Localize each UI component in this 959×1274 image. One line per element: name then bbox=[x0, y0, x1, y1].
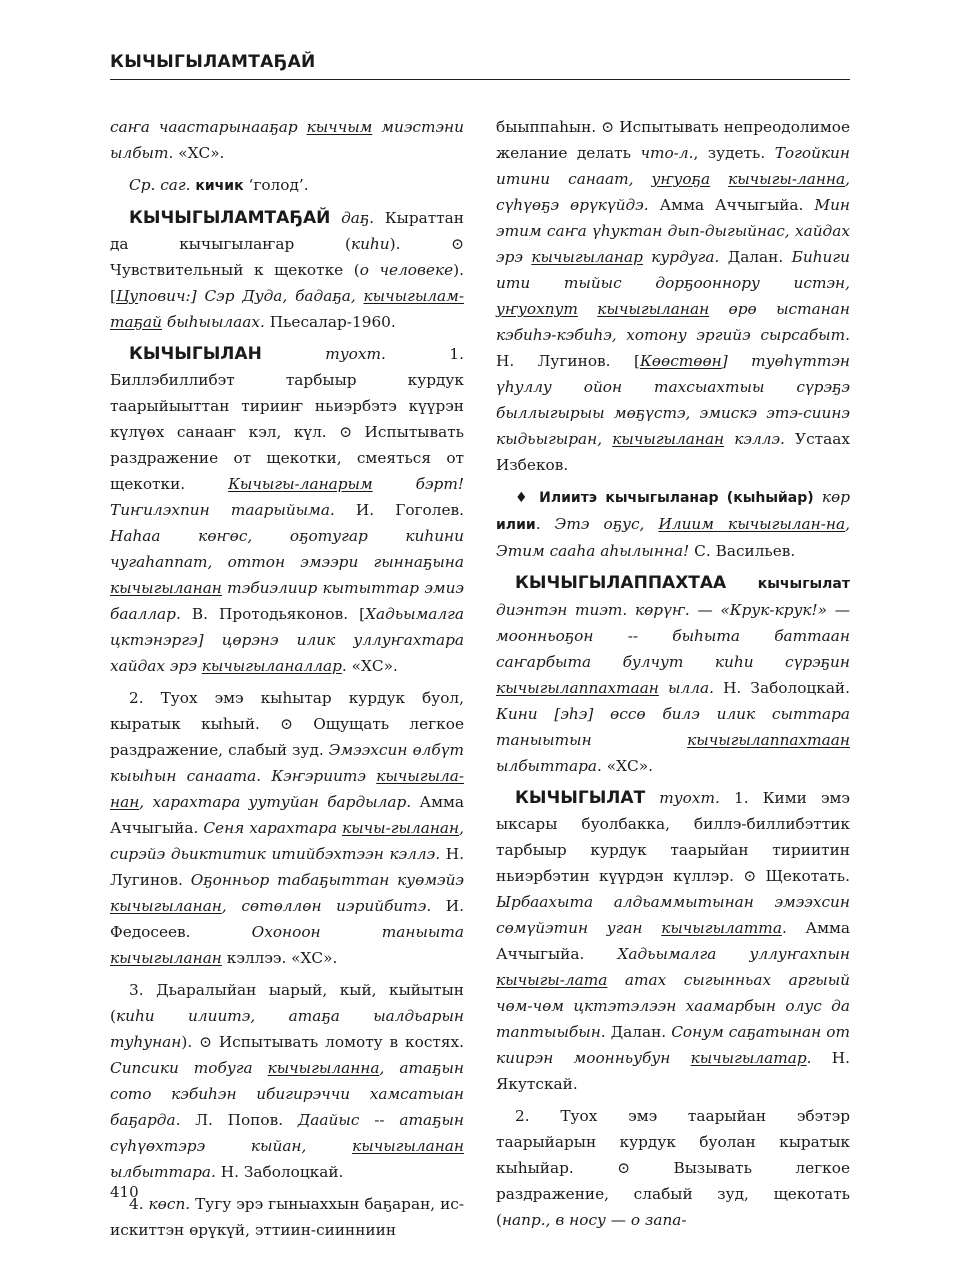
text-run: Наһаа көҥөс, оҕотугар киһини чугаһаппат, оттон эмээри гыннаҕына bbox=[110, 527, 464, 571]
dictionary-paragraph bbox=[110, 172, 464, 199]
dictionary-paragraph bbox=[110, 1191, 464, 1243]
running-head: КЫЧЫГЫЛАМТАҔАЙ bbox=[110, 52, 316, 72]
text-run: Н. Лугинов. bbox=[110, 845, 464, 889]
text-run: напр., в носу — о запа- bbox=[501, 1211, 687, 1229]
example-word: кычыгы-лата bbox=[496, 971, 608, 989]
text-run bbox=[726, 574, 758, 592]
text-run: Далан. bbox=[605, 1023, 672, 1041]
dictionary-paragraph bbox=[496, 785, 850, 1097]
example-word: кычыгыланан bbox=[612, 430, 725, 448]
header-rule bbox=[110, 79, 850, 80]
text-run bbox=[578, 300, 597, 318]
text-run: атах сыгынньах аргыый чөм-чөм цктэтэлээн хаамарбын олус да таптыыбын. bbox=[496, 971, 850, 1041]
text-run: миэстэни ылбыт. bbox=[110, 118, 464, 162]
text-run: Сэр Дуда, бадаҕа, bbox=[204, 287, 364, 305]
text-run: Тогойкин итини санаат, bbox=[496, 144, 850, 188]
text-run: . bbox=[535, 515, 555, 533]
text-run: Л. Попов. bbox=[180, 1111, 298, 1129]
text-run: Кини [эһэ] өссө билэ илик сыттара таныытын bbox=[496, 705, 850, 749]
text-run bbox=[710, 170, 728, 188]
text-run: 1. Кими эмэ ыксары буолбакка, биллэ-биллибэттик тарбыыр курдук таарыйан тириитин ньиэрбэтин күүрдэн күллэр. ⊙ Щекотать. bbox=[496, 789, 850, 885]
text-run: 1. Биллэбиллибэт тарбыыр курдук таарыйыыттан тирииҥ ньиэрбэтэ күүрэн күлүөх санааҥ кэл, күл. ⊙ Испытывать раздражение от щекотки, смеяться от щекотки. bbox=[110, 345, 464, 493]
text-run: Биһиги ити тыйыс дорҕооннору истэн, bbox=[496, 248, 850, 292]
example-word: кычыгылатта bbox=[661, 919, 782, 937]
text-run: , атаҕын сото кэбиһэн ибигирэччи хамсатыан баҕарда. bbox=[110, 1059, 464, 1129]
text-run: . bbox=[806, 1049, 812, 1067]
text-run: Амма Аччыгыйа. bbox=[496, 919, 850, 963]
text-run: Н. Заболоцкай. bbox=[713, 679, 850, 697]
dictionary-paragraph bbox=[110, 205, 464, 335]
text-run: , сүһүөҕэ өрүкүйдэ. bbox=[496, 170, 850, 214]
text-run: ‘голод’. bbox=[243, 176, 309, 194]
text-run: С. Васильев. bbox=[689, 542, 796, 560]
example-word: кычыгыланаллар bbox=[201, 657, 342, 675]
example-word: кычыгы-ланна bbox=[728, 170, 846, 188]
example-word: Көөстөөн bbox=[639, 352, 722, 370]
dictionary-paragraph bbox=[110, 341, 464, 679]
text-run: саҥа чааcтарынааҕар bbox=[110, 118, 307, 136]
text-run: пович:] bbox=[138, 287, 205, 305]
text-run: бэрт! Тиҥилэхпин таарыйыма. bbox=[110, 475, 464, 519]
text-run: Эмээхсин өлбүт кыыһын санаата. Кэҥэриитэ bbox=[110, 741, 464, 785]
text-run: быһыылаах. bbox=[162, 313, 265, 331]
example-word: кычыгыланар bbox=[531, 248, 643, 266]
dictionary-paragraph bbox=[110, 977, 464, 1185]
text-run: ылбыттара. bbox=[110, 1163, 216, 1181]
text-run: Ырбаахыта алдьаммытынан эмээхсин сөмүйэтин уган bbox=[496, 893, 850, 937]
text-run: о человеке bbox=[359, 261, 454, 279]
text-run: өрө ыстанан кэбиһэ-кэбиһэ, хотону эргийэ сырсабыт. bbox=[496, 300, 850, 344]
example-word: кыччым bbox=[306, 118, 373, 136]
bold-term: кычыгылат bbox=[757, 576, 850, 592]
text-run: Ср. саг. bbox=[129, 176, 196, 194]
text-run: , Этим сааһа аһылынна! bbox=[496, 515, 850, 560]
headword: КЫЧЫГЫЛАТ bbox=[515, 788, 646, 808]
text-run: Крук-крук!» — моонньоҕон -- быһыта баттаан саҥарбыта булчут киһи сүрэҕин bbox=[496, 601, 850, 671]
example-word: уҥуохпут bbox=[496, 300, 578, 318]
text-run: Далан. bbox=[719, 248, 792, 266]
example-word: кычыгыланан bbox=[110, 949, 222, 967]
text-run: Этэ оҕус, bbox=[554, 515, 659, 533]
text-run: «ХС». bbox=[601, 757, 653, 775]
headword: КЫЧЫГЫЛАН bbox=[129, 344, 262, 364]
example-word: кычыгыланна bbox=[267, 1059, 380, 1077]
text-run: Охоноон таныыта bbox=[251, 923, 464, 941]
example-word: кычыгыланан bbox=[110, 579, 222, 597]
text-run: «ХС». bbox=[178, 144, 225, 162]
example-word: кычыгылаппахтаан bbox=[496, 679, 659, 697]
example-word: кычыгыланан bbox=[352, 1137, 464, 1155]
headword: КЫЧЫГЫЛАППАХТАА bbox=[515, 573, 727, 593]
text-run: Кыраттан да кычыгылаҥар ( bbox=[110, 209, 464, 253]
text-run: В. Протодьяконов. [ bbox=[180, 605, 366, 623]
text-run: Сеня харахтара bbox=[203, 819, 343, 837]
text-run: , харахтара уутуйан бардылар. bbox=[139, 793, 412, 811]
text-run: кэллээ. «ХС». bbox=[221, 949, 338, 967]
text-run: Тугу эрэ гыныаххын баҕаран, ис-искиттэн өрүкүй, эттиин-сиинниин bbox=[110, 1195, 464, 1239]
dictionary-paragraph bbox=[110, 114, 464, 166]
example-word: кычыгыланан bbox=[110, 897, 222, 915]
text-run: Н. Якутскай. bbox=[496, 1049, 850, 1093]
text-run: . «ХС». bbox=[341, 657, 398, 675]
text-run: ). [ bbox=[110, 261, 465, 305]
text-run: 4. bbox=[129, 1195, 149, 1213]
text-run: туохт. bbox=[645, 789, 720, 807]
example-word: кычыгылатар bbox=[690, 1049, 807, 1067]
dictionary-paragraph bbox=[496, 1103, 850, 1233]
text-run: Н. Лугинов. [ bbox=[496, 352, 640, 370]
text-run: Хадьымалга уллуҥахпын bbox=[617, 945, 850, 963]
text-run: ). ⊙ Чувствительный к щекотке ( bbox=[110, 235, 464, 279]
example-word: кычы-гыланан bbox=[342, 819, 460, 837]
example-word: кычыгылаппахтаан bbox=[687, 731, 850, 749]
text-run: Устаах Избеков. bbox=[496, 430, 850, 474]
text-run: И. Гоголев. bbox=[334, 501, 464, 519]
dictionary-paragraph bbox=[496, 114, 850, 478]
text-run: , сирэйэ дьиктитик итийбэхтээн кэллэ. bbox=[110, 819, 464, 863]
example-word: уҥуоҕа bbox=[651, 170, 711, 188]
text-run: көр bbox=[813, 488, 850, 506]
text-run: . bbox=[781, 919, 787, 937]
text-run: туохт. bbox=[261, 345, 386, 363]
bold-term: ♦ Илиитэ кычыгыланар (кыһыйар) bbox=[515, 490, 814, 506]
text-run: Амма Аччыгыйа. bbox=[110, 793, 464, 837]
left-column bbox=[110, 114, 464, 1249]
page-number: 410 bbox=[110, 1183, 139, 1201]
example-word: Илиим кычыгылан-на bbox=[658, 515, 846, 533]
text-run: , сөтөллөн иэрийбитэ. bbox=[221, 897, 432, 915]
example-word: кычыгыла-нан bbox=[110, 767, 464, 811]
text-run: Мин этим саҥа үһуктан дып-дыгыйнас, хайдах эрэ bbox=[496, 196, 850, 266]
text-run: тэбиэлиир кытыттар эмиэ бааллар. bbox=[110, 579, 464, 623]
text-run: Оҕонньор табаҕыттан куөмэйэ bbox=[190, 871, 464, 889]
text-run: ылбыттара. bbox=[496, 757, 602, 775]
text-run: кэллэ. bbox=[724, 430, 785, 448]
text-run: даҕ. bbox=[330, 209, 375, 227]
right-column bbox=[496, 114, 850, 1239]
text-run: Сонум саҕатынан от киирэн моонньубун bbox=[496, 1023, 850, 1067]
dictionary-paragraph bbox=[110, 685, 464, 971]
text-run: Хадьымалга цктэнэргэ] цөрэнэ илик уллуҥахтара хайдах эрэ bbox=[110, 605, 464, 675]
text-run: 3. Дьаралыйан ыарый, кый, кыйытын ( bbox=[110, 981, 464, 1025]
text-run: 2. Туох эмэ таарыйан эбэтэр таарыйарын курдук буолан кыратык кыһыйар. ⊙ Вызывать легкое раздражение, слабый зуд, щекотать ( bbox=[496, 1107, 850, 1229]
headword: КЫЧЫГЫЛАМТАҔАЙ bbox=[129, 208, 331, 228]
text-run: что-л. bbox=[640, 144, 694, 162]
text-run: И. Федосеев. bbox=[110, 897, 464, 941]
text-run: Пьесалар-1960. bbox=[264, 313, 396, 331]
text-run: Амма Аччыгыйа. bbox=[648, 196, 815, 214]
text-run: ). ⊙ Испытывать ломоту в костях. bbox=[181, 1033, 464, 1051]
bold-term: кичик bbox=[195, 178, 244, 194]
text-run: Сипсики тобуга bbox=[110, 1059, 268, 1077]
text-run: , зудеть. bbox=[693, 144, 775, 162]
text-run: ылла. bbox=[658, 679, 714, 697]
text-run: быыппаһын. ⊙ Испытывать непреодолимое желание делать bbox=[496, 118, 850, 162]
text-run: Н. Заболоцкай. bbox=[215, 1163, 344, 1181]
example-word: Кычыгы-ланарым bbox=[228, 475, 373, 493]
bold-term: илии bbox=[496, 517, 536, 533]
text-run: ] туөһүттэн үһуллу ойон тахсыахтыы сүрэҕэ быллыгырыы мөҕүстэ, эмискэ этэ-сиинэ кыдьыгыран, bbox=[496, 352, 851, 448]
dictionary-paragraph bbox=[496, 484, 850, 564]
text-run: киһи илиитэ, атаҕа ыалдьарын туһунан bbox=[110, 1007, 464, 1051]
text-run: 2. Туох эмэ кыһытар курдук буол, кыратык кыһый. ⊙ Ощущать легкое раздражение, слабый зуд. bbox=[110, 689, 464, 759]
text-run: киһи bbox=[350, 235, 390, 253]
text-run: көсп. bbox=[148, 1195, 191, 1213]
text-run: курдуга. bbox=[642, 248, 720, 266]
example-word: Цу bbox=[115, 287, 139, 305]
text-run: диэнтэн тиэт. көрүҥ. — « bbox=[496, 601, 730, 619]
example-word: кычыгыланан bbox=[597, 300, 710, 318]
example-word: кычыгылам-таҕай bbox=[110, 287, 464, 331]
text-run: Даайыс -- атаҕын сүһүөхтэрэ кыйан, bbox=[110, 1111, 464, 1155]
dictionary-paragraph bbox=[496, 570, 850, 779]
